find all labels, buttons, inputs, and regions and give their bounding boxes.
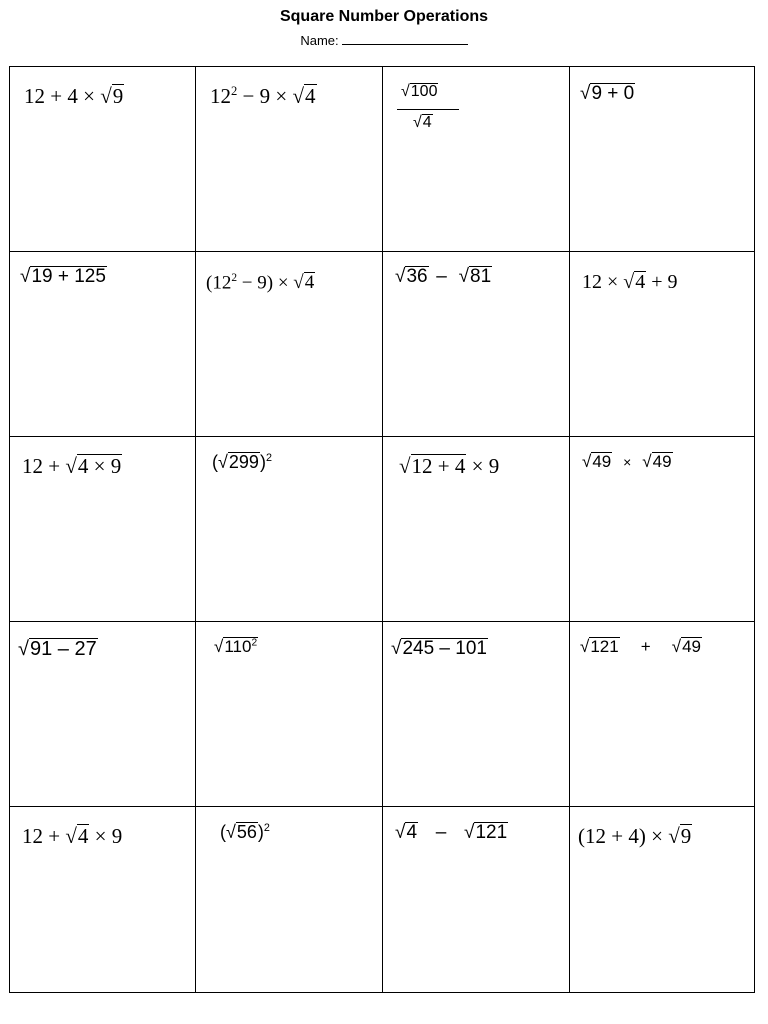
expression: $12^2 - 9 \times √4$ [210,84,316,108]
worksheet-title: Square Number Operations [279,8,489,25]
problem-cell-r5c1 [10,807,196,992]
problem-cell-r2c2 [196,252,383,437]
problem-cell-r1c2 [196,67,383,252]
expression: 12 + √4 × 9 [22,824,123,848]
expression: √19 + 125 [20,266,106,287]
expression: √245 – 101 [391,638,487,659]
problem-cell-r3c3 [383,437,570,622]
name-label: Name: [300,33,339,48]
problem-cell-r1c1 [10,67,196,252]
expression: √91 – 27 [18,638,97,660]
expression: 12 + 4 × √9 [24,84,124,108]
problem-cell-r2c4 [570,252,754,437]
problem-cell-r4c1 [10,622,196,807]
problem-cell-r5c3 [383,807,570,992]
problem-cell-r1c3 [383,67,570,252]
expression: √121 + √49 [580,637,701,656]
expression: √36 – √81 [395,266,492,287]
name-line [0,32,768,48]
expression: √4 – √121 [395,822,508,843]
fraction-denominator: √4 [413,114,432,131]
expression: √12 + 4 × 9 [399,454,500,478]
expression: 12 + √4 × 9 [22,454,122,478]
problem-cell-r4c3 [383,622,570,807]
expression: √49 × √49 [582,452,672,471]
problem-cell-r4c2 [196,622,383,807]
fraction-bar [397,109,459,110]
problem-grid [9,66,755,993]
expression: (12 + 4) × √9 [578,824,692,848]
problem-cell-r1c4 [570,67,754,252]
problem-cell-r3c4 [570,437,754,622]
name-blank-field[interactable] [342,32,468,45]
problem-cell-r3c1 [10,437,196,622]
problem-cell-r5c4 [570,807,754,992]
problem-cell-r4c4 [570,622,754,807]
expression: $√110^2$ [214,637,258,656]
expression: √9 + 0 [580,83,635,104]
problem-cell-r5c2 [196,807,383,992]
expression: $(√56)^2$ [220,822,270,842]
expression: 12 × √4 + 9 [582,271,678,293]
problem-cell-r2c3 [383,252,570,437]
expression: $(√299)^2$ [212,452,272,472]
problem-cell-r3c2 [196,437,383,622]
problem-cell-r2c1 [10,252,196,437]
fraction-numerator: √100 [401,83,438,100]
expression: $(12^2 - 9) \times √4$ [206,272,315,294]
